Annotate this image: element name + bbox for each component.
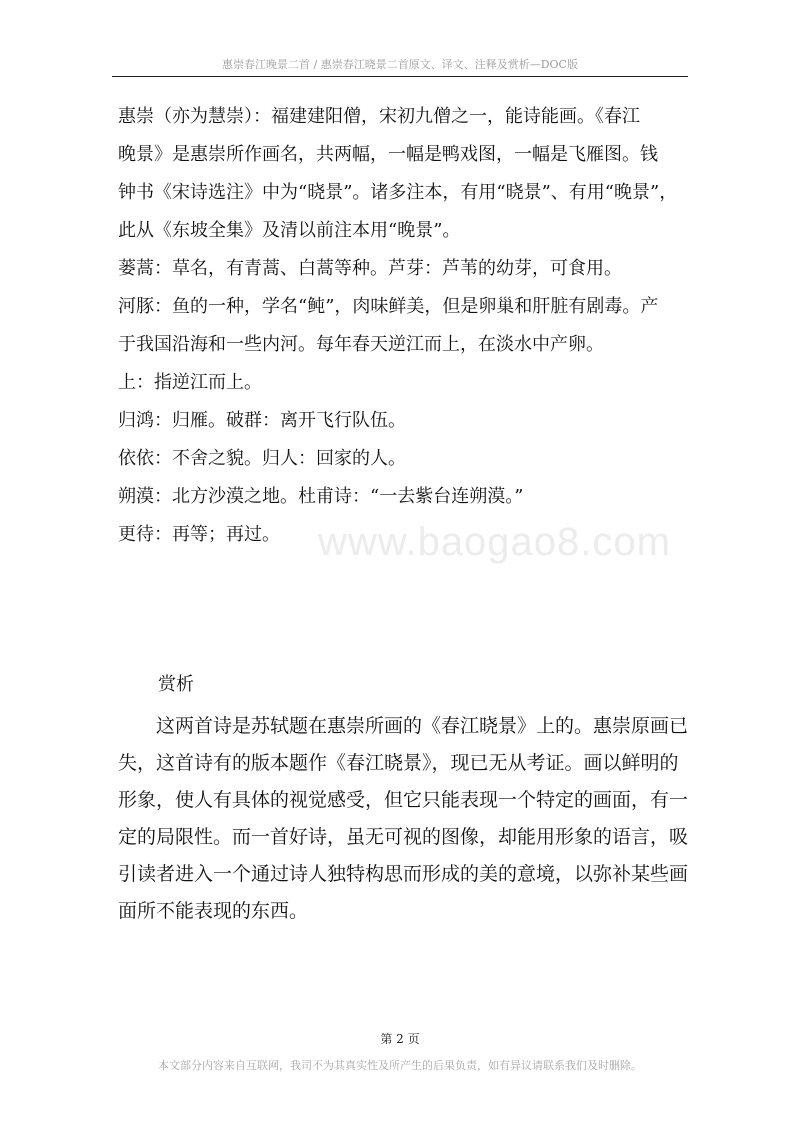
analysis-line: 面所不能表现的东西。 [118,900,309,922]
notes-line: 依依：不舍之貌。归人：回家的人。 [118,448,406,469]
analysis-heading: 赏析 [158,674,194,695]
footer-disclaimer: 本文部分内容来自互联网，我司不为其真实性及所产生的后果负责，如有异议请联系我们及时删除。 [158,1059,642,1072]
notes-line: 于我国沿海和一些内河。每年春天逆江而上，在淡水中产卵。 [118,334,604,355]
header-divider [112,76,688,77]
analysis-line: 失，这首诗有的版本题作《春江晓景》，现已无从考证。画以鲜明的 [118,752,679,774]
notes-line: 蒌蒿：草名，有青蒿、白蒿等种。芦芽：芦苇的幼芽，可食用。 [118,258,622,279]
notes-line: 晚景》是惠崇所作画名，共两幅，一幅是鸭戏图，一幅是飞雁图。钱 [118,144,658,165]
notes-section [118,98,686,554]
notes-line: 上：指逆江而上。 [118,372,262,393]
notes-line: 河豚：鱼的一种，学名“鲀”，肉味鲜美，但是卵巢和肝脏有剧毒。产 [118,296,659,317]
analysis-line: 引读者进入一个通过诗人独特构思而形成的美的意境，以弥补某些画 [118,863,689,885]
notes-line: 朔漠：北方沙漠之地。杜甫诗：“一去紫台连朔漠。” [118,486,524,507]
notes-line: 更待：再等；再过。 [118,524,280,545]
notes-line: 钟书《宋诗选注》中为“晓景”。诸多注本，有用“晓景”、有用“晚景”， [118,182,678,203]
page-header: 惠崇春江晚景二首 / 惠崇春江晓景二首原文、译文、注释及赏析—DOC版 [222,58,578,71]
notes-line: 惠崇（亦为慧崇）：福建建阳僧，宋初九僧之一，能诗能画。《春江 [118,106,640,127]
analysis-line: 定的局限性。而一首好诗，虽无可视的图像，却能用形象的语言，吸 [118,826,689,848]
page-number: 第 2 页 [380,1032,420,1046]
notes-line: 归鸿：归雁。破群：离开飞行队伍。 [118,410,406,431]
analysis-line: 这两首诗是苏轼题在惠崇所画的《春江晓景》上的。惠崇原画已 [118,715,689,737]
analysis-section [118,708,689,930]
analysis-line: 形象，使人有具体的视觉感受，但它只能表现一个特定的画面，有一 [118,789,689,811]
notes-line: 此从《东坡全集》及清以前注本用“晚景”。 [118,220,461,241]
watermark: www.baogao8.com [318,520,671,564]
